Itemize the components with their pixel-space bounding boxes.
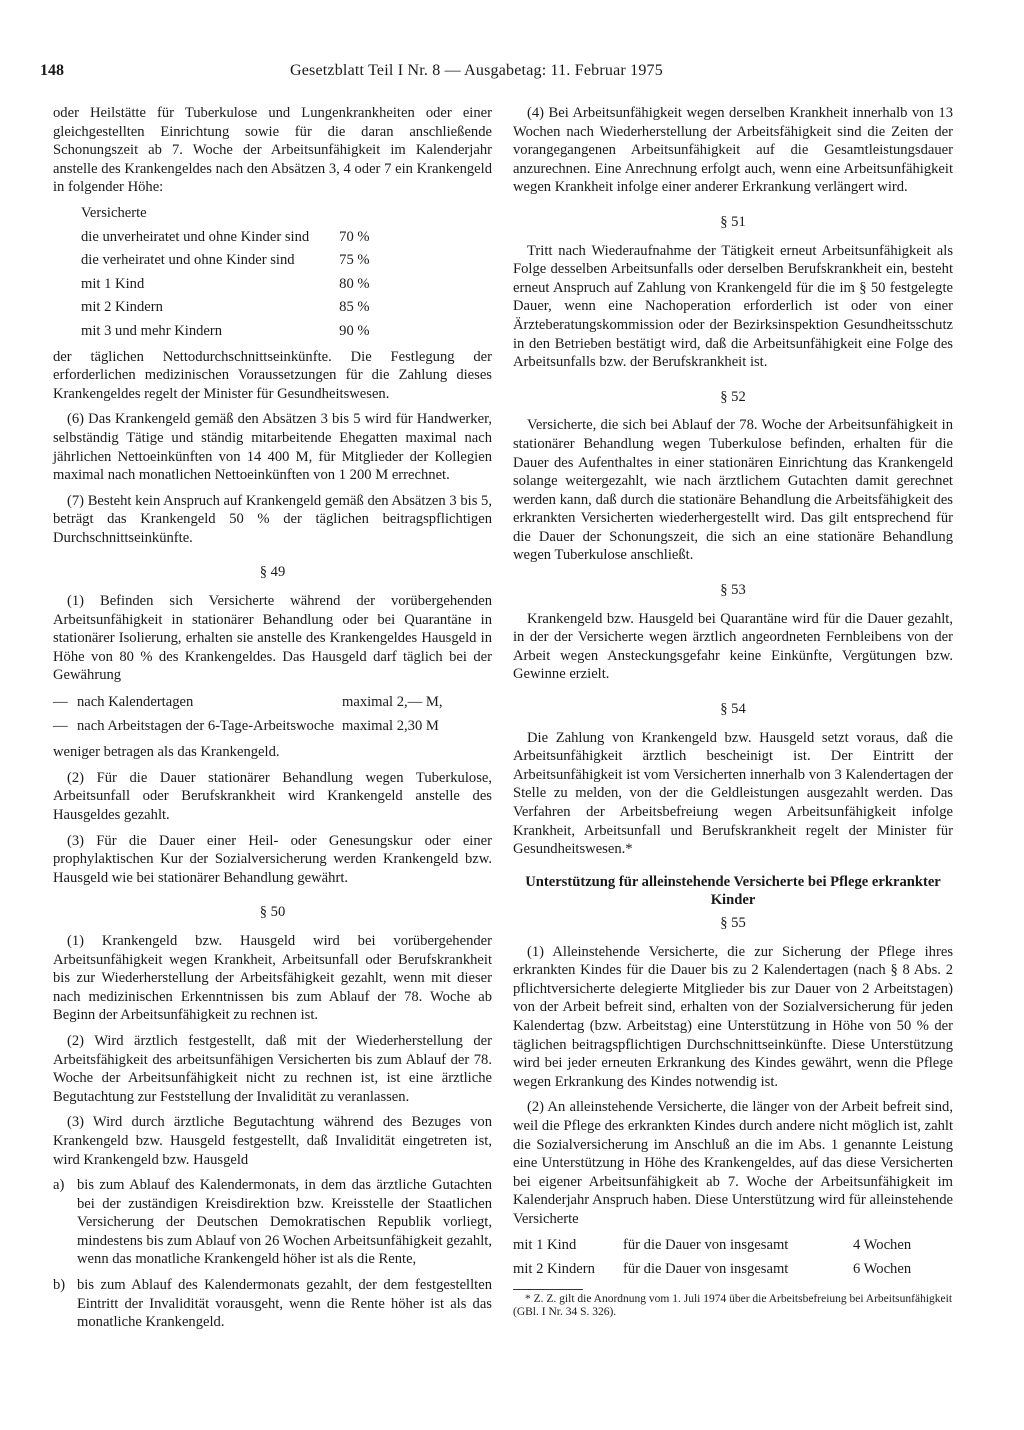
- list-text: bis zum Ablauf des Kalendermonats, in dem das ärztliche Gutachten bei der zuständigen Kreisdirektion bzw. Kreisstelle der Staatlichen Versicherung der Deutschen Demokratischen Republik vorliegt, mindestens bis zum Ablauf von 26 Wochen Arbeitsunfähigkeit gezahlt, wenn das monatliche Krankengeld höher ist als die Rente,: [77, 1177, 492, 1268]
- payment-dash: —: [53, 694, 68, 711]
- lettered-list: [53, 1176, 492, 1332]
- rate-row: [81, 296, 370, 320]
- payment-row: [53, 692, 492, 716]
- rate-label: die unverheiratet und ohne Kinder sind: [81, 228, 310, 245]
- rate-value: 75 %: [339, 252, 370, 269]
- paragraph: (4) Bei Arbeitsunfähigkeit wegen derselben Krankheit innerhalb von 13 Wochen nach Wiederherstellung der Arbeitsfähigkeit sind die Zeiten der vorangegangenen Arbeitsunfähigkeit auf die Gesamtleistungsdauer anzurechnen. Eine Anrechnung erfolgt auch, wenn eine Arbeitsunfähigkeit wegen Krankheit infolge einer anderer Erkrankung verlängert wird.: [513, 105, 953, 196]
- section-heading-51: § 51: [720, 213, 746, 230]
- rate-value: 70 %: [339, 228, 370, 245]
- rate-label: mit 1 Kind: [81, 275, 145, 292]
- rate-row: [81, 273, 370, 297]
- paragraph: (2) An alleinstehende Versicherte, die länger von der Arbeit befreit sind, weil die Pflege des erkrankten Kindes durch andere nicht möglich ist, zahlt die Sozialversicherung im Anschluß an die im Abs. 1 genannte Leistung eine Unterstützung in Höhe des Krankengeldes, auf das diese Versicherten bei eigener Arbeitsunfähigkeit ab 7. Woche der Arbeitsunfähigkeit im Kalenderjahr Anspruch haben. Diese Unterstützung wird für alleinstehende Versicherte: [513, 1099, 953, 1227]
- payment-amount: maximal 2,— M,: [342, 694, 443, 711]
- duration-who: mit 1 Kind: [513, 1237, 577, 1254]
- section-heading-54: § 54: [720, 701, 746, 718]
- rate-row: [81, 249, 370, 273]
- paragraph: (1) Alleinstehende Versicherte, die zur Sicherung der Pflege ihres erkrankten Kindes für die Dauer bis zu 2 Kalendertagen (nach § 8 Abs. 2 pflichtversicherte delegierte Mitglieder bis zur Dauer von 2 Arbeitstagen) von der Arbeit befreit sind, erhalten von der Sozialversicherung für jeden Kalendertag (bzw. Arbeitstag) eine Unterstützung in Höhe von 50 % der täglichen beitragspflichtigen Durchschnittseinkünfte. Diese Unterstützung wird bei jeder erneuten Erkrankung des Kindes gewährt, wenn die Pflege wegen Erkrankung des Kindes notwendig ist.: [513, 943, 953, 1090]
- rate-row: [81, 320, 370, 344]
- paragraph: (7) Besteht kein Anspruch auf Krankengeld gemäß den Absätzen 3 bis 5, beträgt das Krankengeld 50 % der täglichen beitragspflichtigen Durchschnittseinkünfte.: [53, 492, 492, 546]
- payments-table: [53, 692, 492, 739]
- section-heading-49: § 49: [259, 564, 286, 581]
- list-item: [53, 1176, 492, 1269]
- list-text: bis zum Ablauf des Kalendermonats gezahlt, der dem festgestellten Eintritt der Invalidität vorausgeht, wenn die Rente höher ist als das monatliche Krankengeld.: [77, 1277, 492, 1331]
- rate-label: mit 3 und mehr Kindern: [81, 322, 223, 339]
- page-number: 148: [40, 62, 64, 79]
- rate-row: [81, 226, 370, 250]
- paragraph: oder Heilstätte für Tuberkulose und Lungenkrankheiten oder einer gleichgestellten Einrichtung sowie für die daran anschließende Schonungszeit ab 7. Woche der Arbeitsunfähigkeit im Kalenderjahr anstelle des Krankengeldes nach den Absätzen 3, 4 oder 7 ein Krankengeld in folgender Höhe:: [53, 105, 492, 196]
- left-column: [53, 104, 492, 1340]
- duration-weeks: 4 Wochen: [853, 1237, 912, 1254]
- duration-text: für die Dauer von insgesamt: [623, 1237, 789, 1254]
- payment-row: [53, 716, 492, 740]
- list-marker: b): [53, 1277, 66, 1294]
- payment-label: nach Kalendertagen: [77, 694, 194, 711]
- section-heading-52: § 52: [720, 388, 746, 405]
- right-column: [513, 104, 953, 1319]
- paragraph: Krankengeld bzw. Hausgeld bei Quarantäne wird für die Dauer gezahlt, in der der Versicherte wegen ärztlich angeordneten Fernbleibens von der Arbeit wegen Ansteckungsgefahr keine Einkünfte, Vergütungen bzw. Gewinne erzielt.: [513, 610, 953, 683]
- paragraph: Die Zahlung von Krankengeld bzw. Hausgeld setzt voraus, daß die Arbeitsunfähigkeit ärztlich bescheinigt ist. Der Eintritt der Arbeitsunfähigkeit ist vom Versicherten innerhalb von 3 Kalendertagen der Stelle zu melden, von der die Geldleistungen ausgezahlt werden. Das Verfahren der Arbeitsbefreiung wegen Arbeitsunfähigkeit infolge Krankheit, Arbeitsunfall und Berufskrankheit regelt der Minister für Gesundheitswesen.*: [513, 729, 953, 858]
- rate-label: mit 2 Kindern: [81, 299, 163, 316]
- duration-weeks: 6 Wochen: [853, 1261, 912, 1278]
- paragraph: (2) Für die Dauer stationärer Behandlung wegen Tuberkulose, Arbeitsunfall oder Berufskrankheit wird Krankengeld anstelle des Hausgeldes gezahlt.: [53, 769, 492, 823]
- duration-text: für die Dauer von insgesamt: [623, 1261, 789, 1278]
- subsection-title: Unterstützung für alleinstehende Versicherte bei Pflege erkrankter Kinder: [525, 873, 941, 909]
- paragraph: Versicherte, die sich bei Ablauf der 78. Woche der Arbeitsunfähigkeit in stationärer Behandlung wegen Tuberkulose befinden, erhalten für die Dauer des Aufenthaltes in einer stationären Einrichtung das Krankengeld solange weitergezahlt, wie nach ärztlichem Gutachten damit gerechnet werden kann, daß durch die stationäre Behandlung die Arbeitsfähigkeit des erkrankten Versicherten wiederhergestellt wird. Das gilt entsprechend für die Dauer der Schonungszeit, die sich an eine stationäre Behandlung wegen Tuberkulose anschließt.: [513, 417, 953, 564]
- paragraph: (2) Wird ärztlich festgestellt, daß mit der Wiederherstellung der Arbeitsfähigkeit des arbeitsunfähigen Versicherten bis zum Ablauf der 78. Woche der Arbeitsunfähigkeit nicht zu rechnen ist, ist eine ärztliche Begutachtung zur Feststellung der Invalidität zu veranlassen.: [53, 1032, 492, 1105]
- paragraph: (3) Wird durch ärztliche Begutachtung während des Bezuges von Krankengeld bzw. Hausgeld festgestellt, daß Invalidität eingetreten ist, wird Krankengeld bzw. Hausgeld: [53, 1114, 492, 1168]
- rate-value: 80 %: [339, 275, 370, 292]
- list-item: [53, 1276, 492, 1332]
- paragraph: weniger betragen als das Krankengeld.: [53, 744, 280, 761]
- paragraph: (1) Befinden sich Versicherte während der vorübergehenden Arbeitsunfähigkeit in stationärer Behandlung oder bei Quarantäne in stationärer Isolierung, erhalten sie anstelle des Krankengeldes Hausgeld in Höhe von 80 % des Krankengeldes. Das Hausgeld darf täglich bei der Gewährung: [53, 593, 492, 684]
- paragraph: (1) Krankengeld bzw. Hausgeld wird bei vorübergehender Arbeitsunfähigkeit wegen Krankheit, Arbeitsunfall oder Berufskrankheit bis zur Wiederherstellung der Arbeitsfähigkeit gezahlt, wenn mit dieser nach medizinischen Erkenntnissen bis zum Ablauf der 78. Woche ab Beginn der Arbeitsunfähigkeit zu rechnen ist.: [53, 932, 492, 1024]
- duration-who: mit 2 Kindern: [513, 1261, 595, 1278]
- rate-value: 90 %: [339, 322, 370, 339]
- rates-heading: Versicherte: [81, 204, 147, 221]
- footnote-rule: [513, 1289, 583, 1290]
- paragraph: der täglichen Nettodurchschnittseinkünfte. Die Festlegung der erforderlichen medizinischen Voraussetzungen für die Zahlung dieses Krankengeldes regelt der Minister für Gesundheitswesen.: [53, 348, 492, 402]
- payment-amount: maximal 2,30 M: [342, 717, 439, 734]
- section-heading-53: § 53: [720, 582, 746, 599]
- paragraph: (6) Das Krankengeld gemäß den Absätzen 3 bis 5 wird für Handwerker, selbständig Tätige und ständig mitarbeitende Ehegatten maximal nach jährlichen Nettoeinkünften von 14 400 M, für Mitglieder der Kollegien maximal nach monatlichen Nettoeinkünften von 1 200 M errechnet.: [53, 411, 492, 484]
- duration-row: [513, 1259, 953, 1283]
- rates-block: [81, 204, 492, 223]
- section-heading-50: § 50: [259, 904, 286, 921]
- payment-label: nach Arbeitstagen der 6-Tage-Arbeitswoche: [77, 717, 335, 734]
- payment-dash: —: [53, 717, 68, 734]
- duration-row: [513, 1235, 953, 1259]
- section-heading-55: § 55: [720, 914, 746, 931]
- rate-label: die verheiratet und ohne Kinder sind: [81, 252, 295, 269]
- rate-value: 85 %: [339, 299, 370, 316]
- durations-table: [513, 1235, 953, 1282]
- rates-table: [81, 226, 370, 344]
- paragraph: (3) Für die Dauer einer Heil- oder Genesungskur oder einer prophylaktischen Kur der Sozialversicherung werden Krankengeld bzw. Hausgeld wie bei stationärer Behandlung gewährt.: [53, 832, 492, 886]
- footnote: * Z. Z. gilt die Anordnung vom 1. Juli 1974 über die Arbeitsbefreiung bei Arbeitsunfähigkeit (GBl. I Nr. 34 S. 326).: [513, 1292, 953, 1318]
- paragraph: Tritt nach Wiederaufnahme der Tätigkeit erneut Arbeitsunfähigkeit als Folge desselben Arbeitsunfalls oder derselben Berufskrankheit ein, besteht erneut Anspruch auf Zahlung von Krankengeld für die im § 50 festgelegte Dauer, wenn eine Nachoperation erforderlich ist oder von einer Ärzteberatungskommission oder der Bezirksinspektion Gesundheitsschutz in den Betrieben bestätigt wird, daß die Arbeitsunfähigkeit eine Folge des Arbeitsunfalls bzw. der Berufskrankheit ist.: [513, 242, 953, 371]
- gazette-title: Gesetzblatt Teil I Nr. 8 — Ausgabetag: 11. Februar 1975: [290, 62, 663, 79]
- list-marker: a): [53, 1177, 65, 1194]
- page-header: [40, 62, 972, 86]
